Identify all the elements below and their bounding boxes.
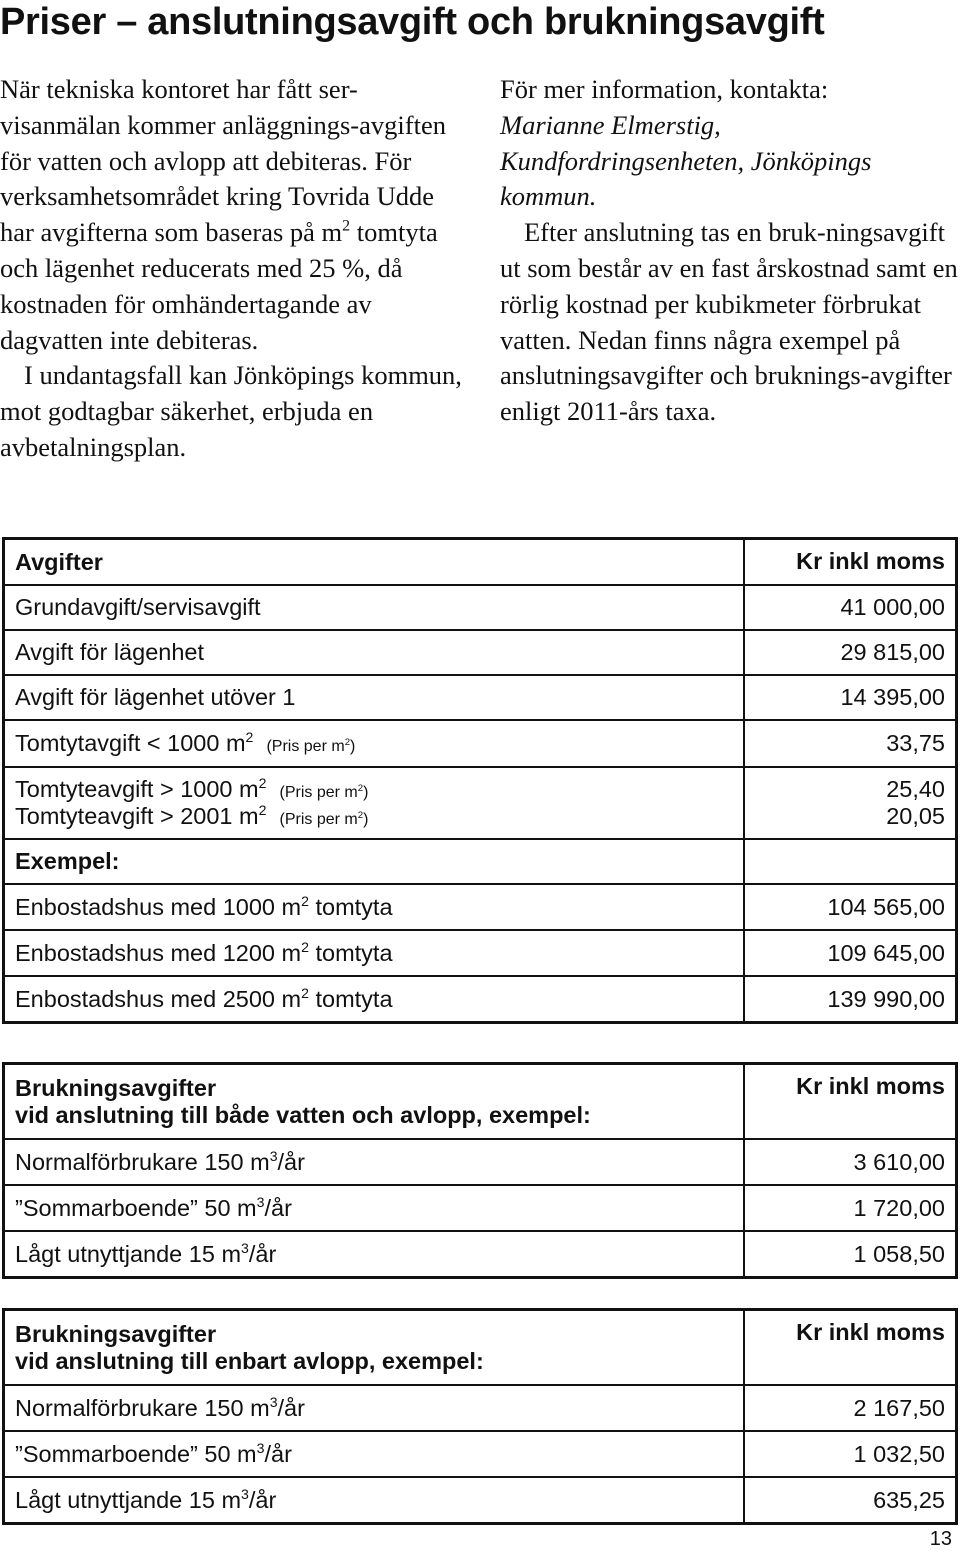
- label-text: /år: [264, 1194, 292, 1221]
- superscript: 2: [357, 782, 364, 794]
- table-row: [5, 931, 955, 977]
- row-value: 1 058,50: [853, 1240, 945, 1267]
- label-text: ”Sommarboende” 50 m: [15, 1440, 257, 1467]
- row-label: Avgift för lägenhet utöver 1: [5, 676, 745, 719]
- intro-right-column: [500, 72, 960, 430]
- label-text: tomtyta: [308, 985, 393, 1012]
- value-text: 20,05: [886, 803, 945, 829]
- table-row: [5, 1478, 955, 1522]
- label-text: Tomtyteavgift > 2001 m: [15, 803, 259, 829]
- header-line: Brukningsavgifter: [15, 1320, 217, 1347]
- row-label: [5, 885, 745, 929]
- row-label: Grundavgift/servisavgift: [5, 586, 745, 629]
- unit-note: [266, 738, 355, 755]
- superscript: 3: [269, 1393, 278, 1410]
- row-value: 139 990,00: [827, 985, 945, 1012]
- table-row: [5, 840, 955, 885]
- header-currency: Kr inkl moms: [796, 1073, 945, 1099]
- row-value: 41 000,00: [840, 594, 945, 620]
- superscript: 3: [256, 1193, 265, 1210]
- row-label: [5, 768, 745, 838]
- row-value: 14 395,00: [840, 684, 945, 710]
- row-value: 2 167,50: [853, 1394, 945, 1421]
- superscript: 3: [241, 1239, 249, 1256]
- table-row: [5, 721, 955, 768]
- superscript: 3: [269, 1147, 278, 1164]
- label-text: Normalförbrukare 150 m: [15, 1148, 270, 1175]
- label-text: tomtyta: [308, 939, 393, 966]
- label-text: Enbostadshus med 2500 m: [15, 985, 302, 1012]
- note-text: ): [350, 738, 356, 755]
- table-row: [5, 1140, 955, 1186]
- row-label: [5, 931, 745, 975]
- table-row: [5, 1186, 955, 1232]
- label-text: Enbostadshus med 1200 m: [15, 939, 302, 966]
- intro-paragraph-1: [0, 72, 470, 358]
- contact-name: Marianne Elmerstig, Kundfordringsenheten, Jönköpings kommun.: [500, 109, 872, 212]
- fees-table: [2, 537, 958, 1024]
- row-label: [5, 721, 745, 766]
- contact-label: För mer information, kontakta:: [500, 74, 829, 104]
- row-label: [5, 977, 745, 1021]
- header-label: Avgifter: [5, 540, 745, 584]
- intro-paragraph-3: Efter anslutning tas en bruk-ningsavgift ut som består av en fast årskostnad samt en rörlig kostnad per kubikmeter förbrukat vatten. Nedan finns några exempel på anslutningsavgifter och bruknings-avgifter enligt 2011-års taxa.: [500, 217, 958, 427]
- intro-text: tomtyta och lägenhet reducerats med 25 %, då kostnaden för omhändertagande av dagvatten inte debiteras.: [0, 217, 438, 355]
- label-text: Lågt utnyttjande 15 m: [15, 1486, 242, 1513]
- table-row: [5, 768, 955, 840]
- value-text: 25,40: [886, 776, 945, 802]
- superscript: 2: [245, 728, 254, 745]
- row-value: [745, 768, 955, 838]
- page-number: 13: [929, 1528, 952, 1550]
- superscript: 2: [258, 774, 267, 791]
- header-line: vid anslutning till enbart avlopp, exempel:: [15, 1347, 484, 1374]
- row-label: [5, 1186, 745, 1230]
- page-title: Priser – anslutningsavgift och brukningsavgift: [0, 1, 825, 43]
- row-value: 104 565,00: [827, 893, 945, 920]
- table-row: [5, 676, 955, 721]
- table-header: [5, 1065, 955, 1140]
- row-value: 1 032,50: [853, 1440, 945, 1467]
- usage-fees-sewer-only-table: [2, 1308, 958, 1525]
- intro-paragraph-2: I undantagsfall kan Jönköpings kommun, mot godtagbar säkerhet, erbjuda en avbetalningsplan.: [0, 360, 462, 462]
- superscript: 2: [344, 736, 351, 748]
- header-currency: Kr inkl moms: [796, 1319, 945, 1345]
- label-text: /år: [277, 1394, 305, 1421]
- table-row: [5, 586, 955, 631]
- header-label: [5, 1311, 745, 1384]
- superscript: 2: [357, 809, 364, 821]
- label-text: /år: [277, 1148, 305, 1175]
- label-text: Normalförbrukare 150 m: [15, 1394, 270, 1421]
- intro-left-column: [0, 72, 470, 466]
- row-value: 1 720,00: [853, 1194, 945, 1221]
- superscript: 3: [256, 1439, 265, 1456]
- table-row: [5, 977, 955, 1021]
- row-label: [5, 1232, 745, 1276]
- label-text: ”Sommarboende” 50 m: [15, 1194, 257, 1221]
- note-text: (Pris per m: [279, 811, 358, 828]
- superscript: 2: [258, 801, 267, 818]
- row-label: [5, 1478, 745, 1522]
- label-text: Enbostadshus med 1000 m: [15, 893, 302, 920]
- example-label: Exempel:: [5, 840, 745, 883]
- row-value: 3 610,00: [853, 1148, 945, 1175]
- label-text: /år: [264, 1440, 292, 1467]
- unit-note: [280, 811, 369, 828]
- table-row: [5, 885, 955, 931]
- row-value: 109 645,00: [827, 939, 945, 966]
- superscript: 2: [301, 892, 309, 909]
- label-text: Tomtyteavgift > 1000 m: [15, 776, 259, 802]
- header-line: Brukningsavgifter: [15, 1074, 217, 1101]
- header-line: vid anslutning till både vatten och avlopp, exempel:: [15, 1101, 591, 1128]
- superscript: 2: [301, 984, 309, 1001]
- header-label: [5, 1065, 745, 1138]
- label-text: Lågt utnyttjande 15 m: [15, 1240, 242, 1267]
- unit-note: [280, 784, 369, 801]
- row-value: [745, 840, 955, 883]
- note-text: (Pris per m: [266, 738, 345, 755]
- note-text: ): [363, 811, 369, 828]
- label-text: /år: [248, 1486, 277, 1513]
- table-row: [5, 631, 955, 676]
- row-value: 29 815,00: [840, 639, 945, 665]
- superscript: 3: [241, 1485, 249, 1502]
- table-row: [5, 1232, 955, 1276]
- usage-fees-water-sewer-table: [2, 1062, 958, 1279]
- note-text: ): [363, 784, 369, 801]
- table-row: [5, 1432, 955, 1478]
- row-label: [5, 1386, 745, 1430]
- superscript: 2: [301, 938, 309, 955]
- row-label: [5, 1140, 745, 1184]
- row-value: 635,25: [873, 1486, 945, 1513]
- table-header: [5, 1311, 955, 1386]
- label-text: tomtyta: [308, 893, 393, 920]
- row-value: 33,75: [886, 730, 945, 756]
- row-label: Avgift för lägenhet: [5, 631, 745, 674]
- label-text: /år: [248, 1240, 277, 1267]
- superscript: 2: [342, 217, 351, 235]
- table-row: [5, 1386, 955, 1432]
- note-text: (Pris per m: [279, 784, 358, 801]
- intro-text: När tekniska kontoret har fått ser-visanmälan kommer anläggnings-avgiften för vatten och avlopp att debiteras. För verksamhetsområdet kring Tovrida Udde har avgifterna som baseras på m: [0, 74, 446, 248]
- table-header: [5, 540, 955, 586]
- row-label: [5, 1432, 745, 1476]
- label-text: Tomtytavgift < 1000 m: [15, 730, 246, 756]
- header-currency: Kr inkl moms: [796, 548, 945, 574]
